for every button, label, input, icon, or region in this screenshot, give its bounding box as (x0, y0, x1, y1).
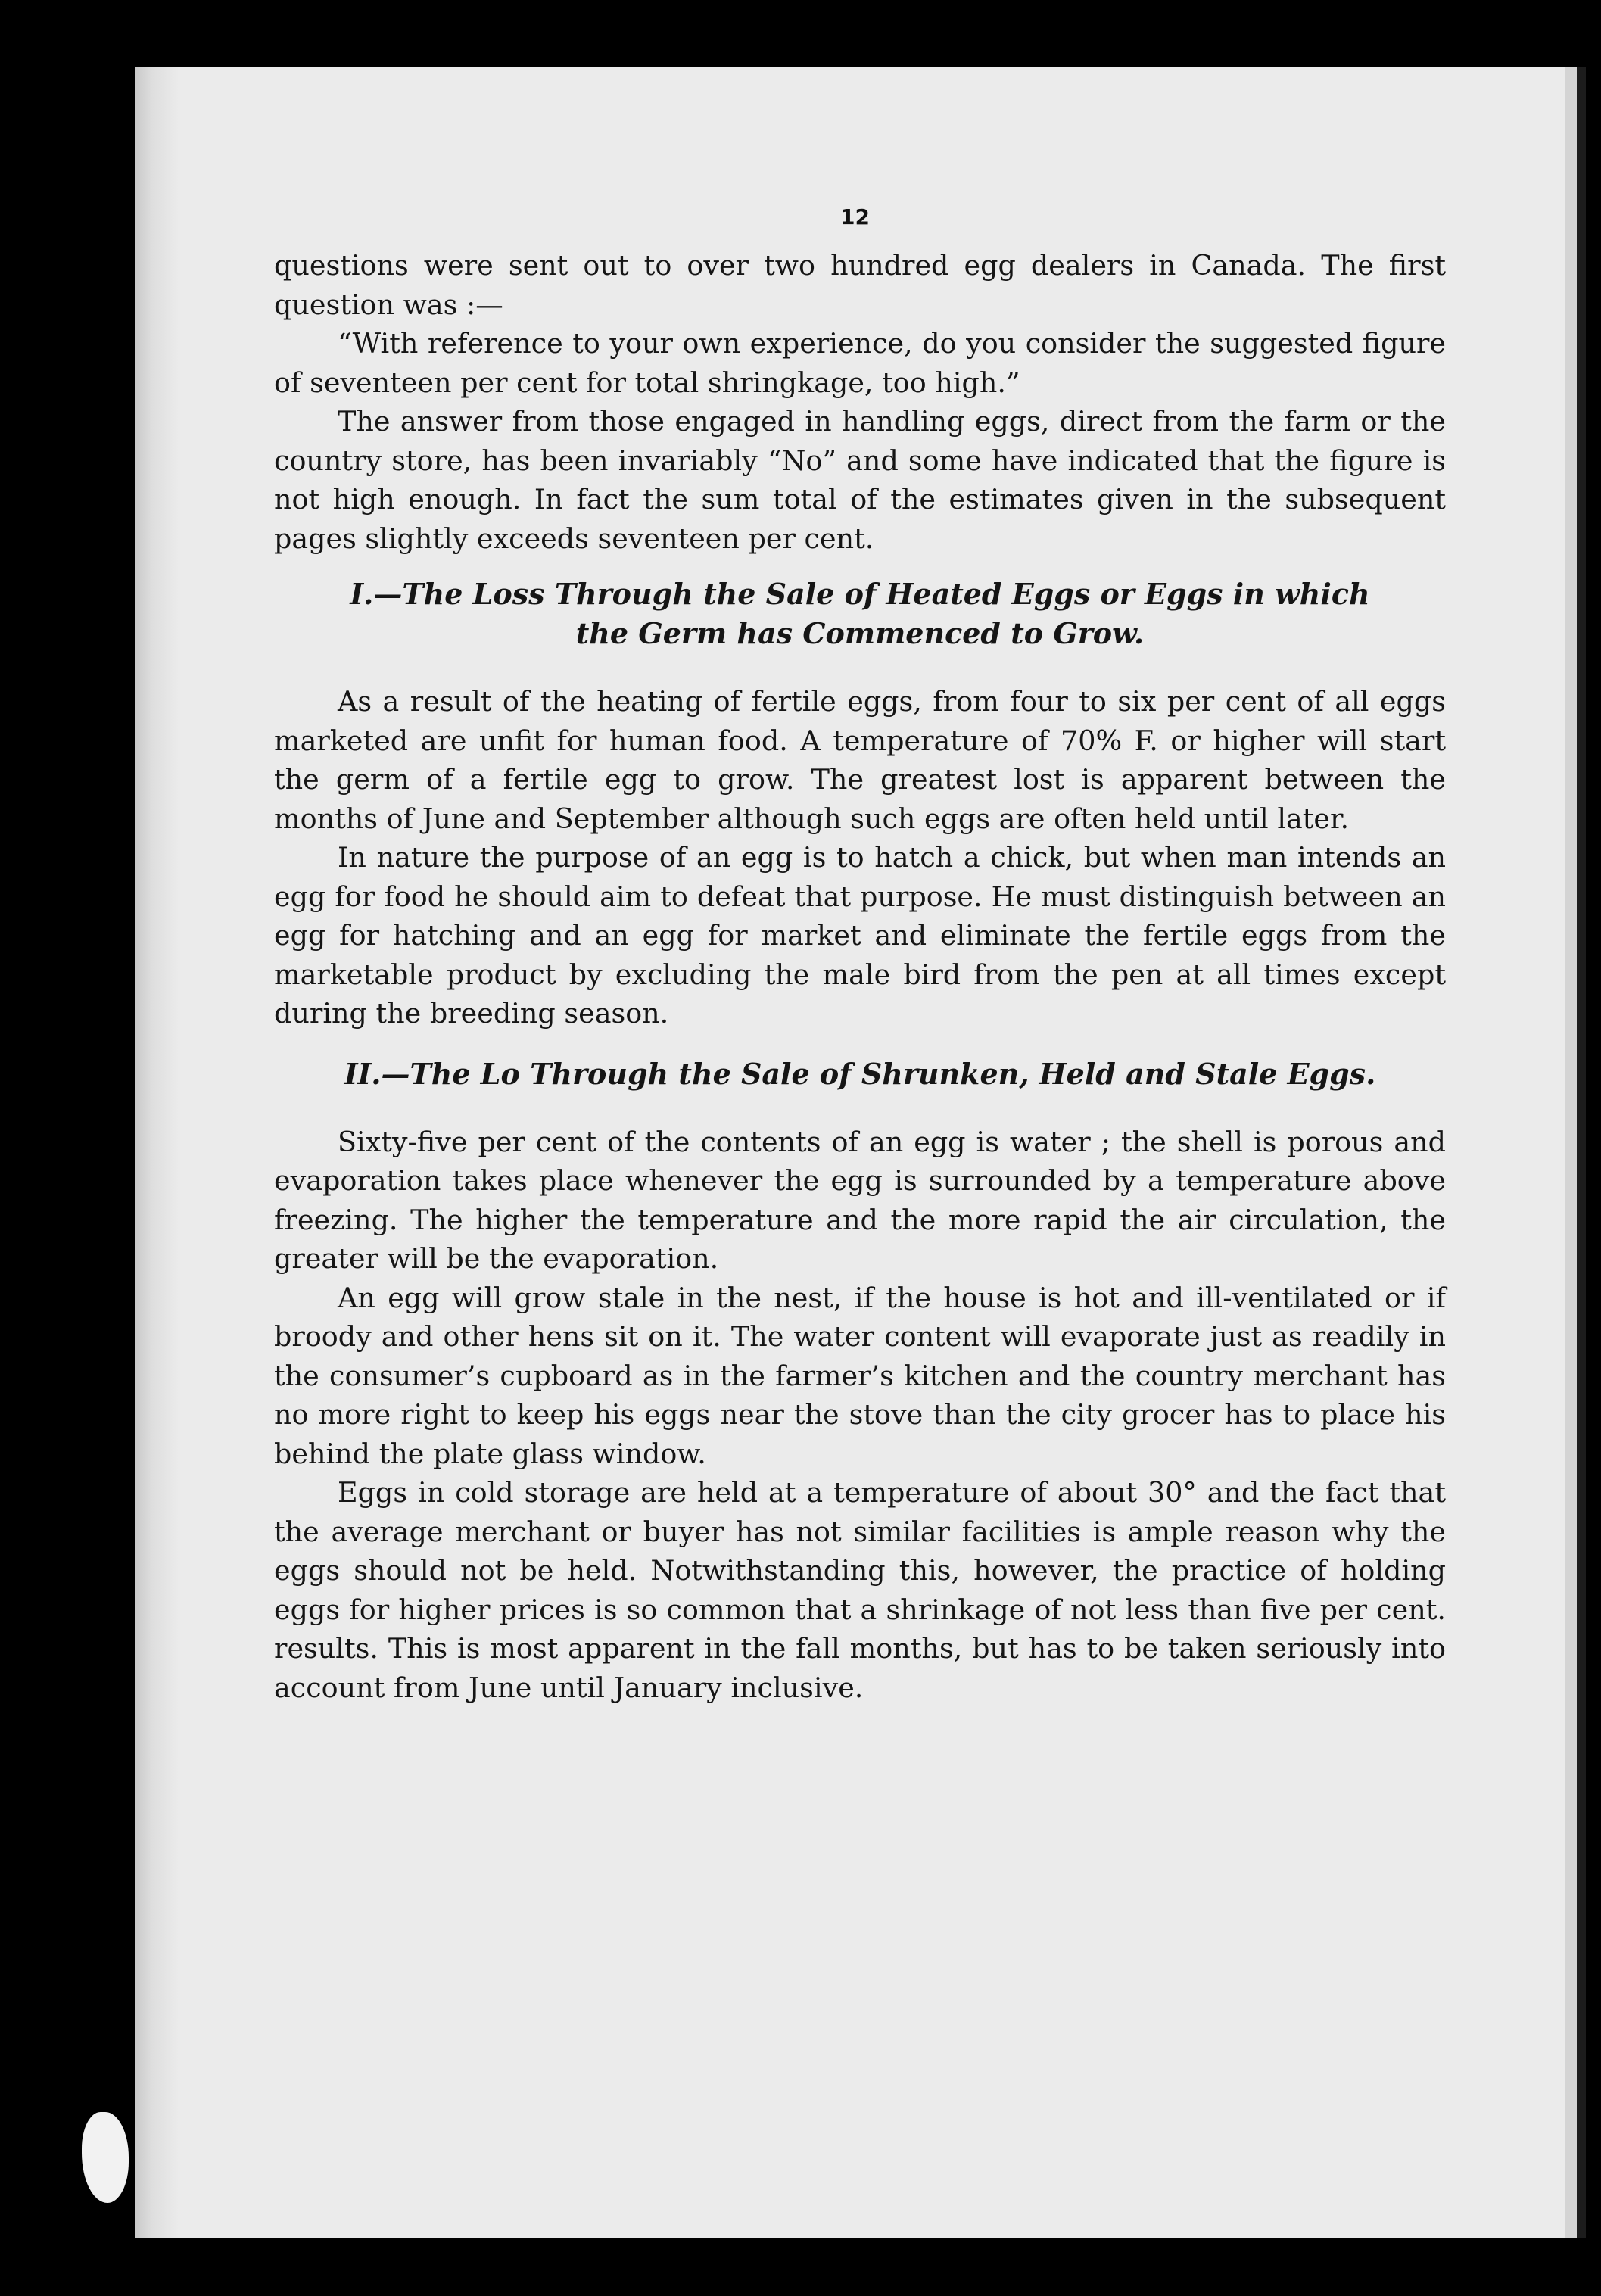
quoted-question: “With reference to your own experience, do you consider the suggested figure of seventeen per cent for total shringkage, too high.” (274, 327, 1446, 399)
intro-paragraph: questions were sent out to over two hundred egg dealers in Canada. The first question was :— (274, 249, 1446, 321)
section-2-paragraph-3: Eggs in cold storage are held at a temperature of about 30° and the fact that the average merchant or buyer has not similar facilities is ample reason why the eggs should not be held. Notwithstanding this, however, the practice of holding eggs for higher prices is so common that a shrinkage of not less than five per cent. results. This is most apparent in the fall months, but has to be taken seriously into account from June until January inclusive. (274, 1476, 1446, 1704)
section-2-paragraph-1: Sixty-five per cent of the contents of an egg is water ; the shell is porous and evaporation takes place whenever the egg is surrounded by a temperature above freezing. The higher the temperature and the more rapid the air circulation, the greater will be the evaporation. (274, 1125, 1446, 1275)
section-heading-2: II.—The Lo Through the Sale of Shrunken, Held and Stale Eggs. (344, 1056, 1376, 1091)
page-binding-edge (135, 67, 179, 2238)
scan-smudge (82, 2112, 129, 2203)
answer-paragraph: The answer from those engaged in handling eggs, direct from the farm or the country store, has been invariably “No” and some have indicated that the figure is not high enough. In fact the sum total of the estimates given in the subsequent pages slightly exceeds seventeen per cent. (274, 405, 1446, 555)
page-number: 12 (840, 204, 870, 229)
section-2-paragraph-2: An egg will grow stale in the nest, if the house is hot and ill-ventilated or if broody and other hens sit on it. The water content will evaporate just as readily in the consumer’s cupboard as in the farmer’s kitchen and the country merchant has no more right to keep his eggs near the stove than the city grocer has to place his behind the plate glass window. (274, 1281, 1446, 1470)
page-body (274, 246, 1446, 1707)
section-heading-1: I.—The Loss Through the Sale of Heated Eggs or Eggs in which the Germ has Commenced to Grow. (350, 577, 1370, 650)
scan-border-right (1577, 67, 1586, 2238)
section-1-paragraph-1: As a result of the heating of fertile eggs, from four to six per cent of all eggs marketed are unfit for human food. A temperature of 70% F. or higher will start the germ of a fertile egg to grow. The greatest lost is apparent between the months of June and September although such eggs are often held until later. (274, 685, 1446, 835)
page-right-edge (1565, 67, 1577, 2238)
section-1-paragraph-2: In nature the purpose of an egg is to hatch a chick, but when man intends an egg for food he should aim to defeat that purpose. He must distinguish between an egg for hatching and an egg for market and eliminate the fertile eggs from the marketable product by excluding the male bird from the pen at all times except during the breeding season. (274, 841, 1446, 1030)
